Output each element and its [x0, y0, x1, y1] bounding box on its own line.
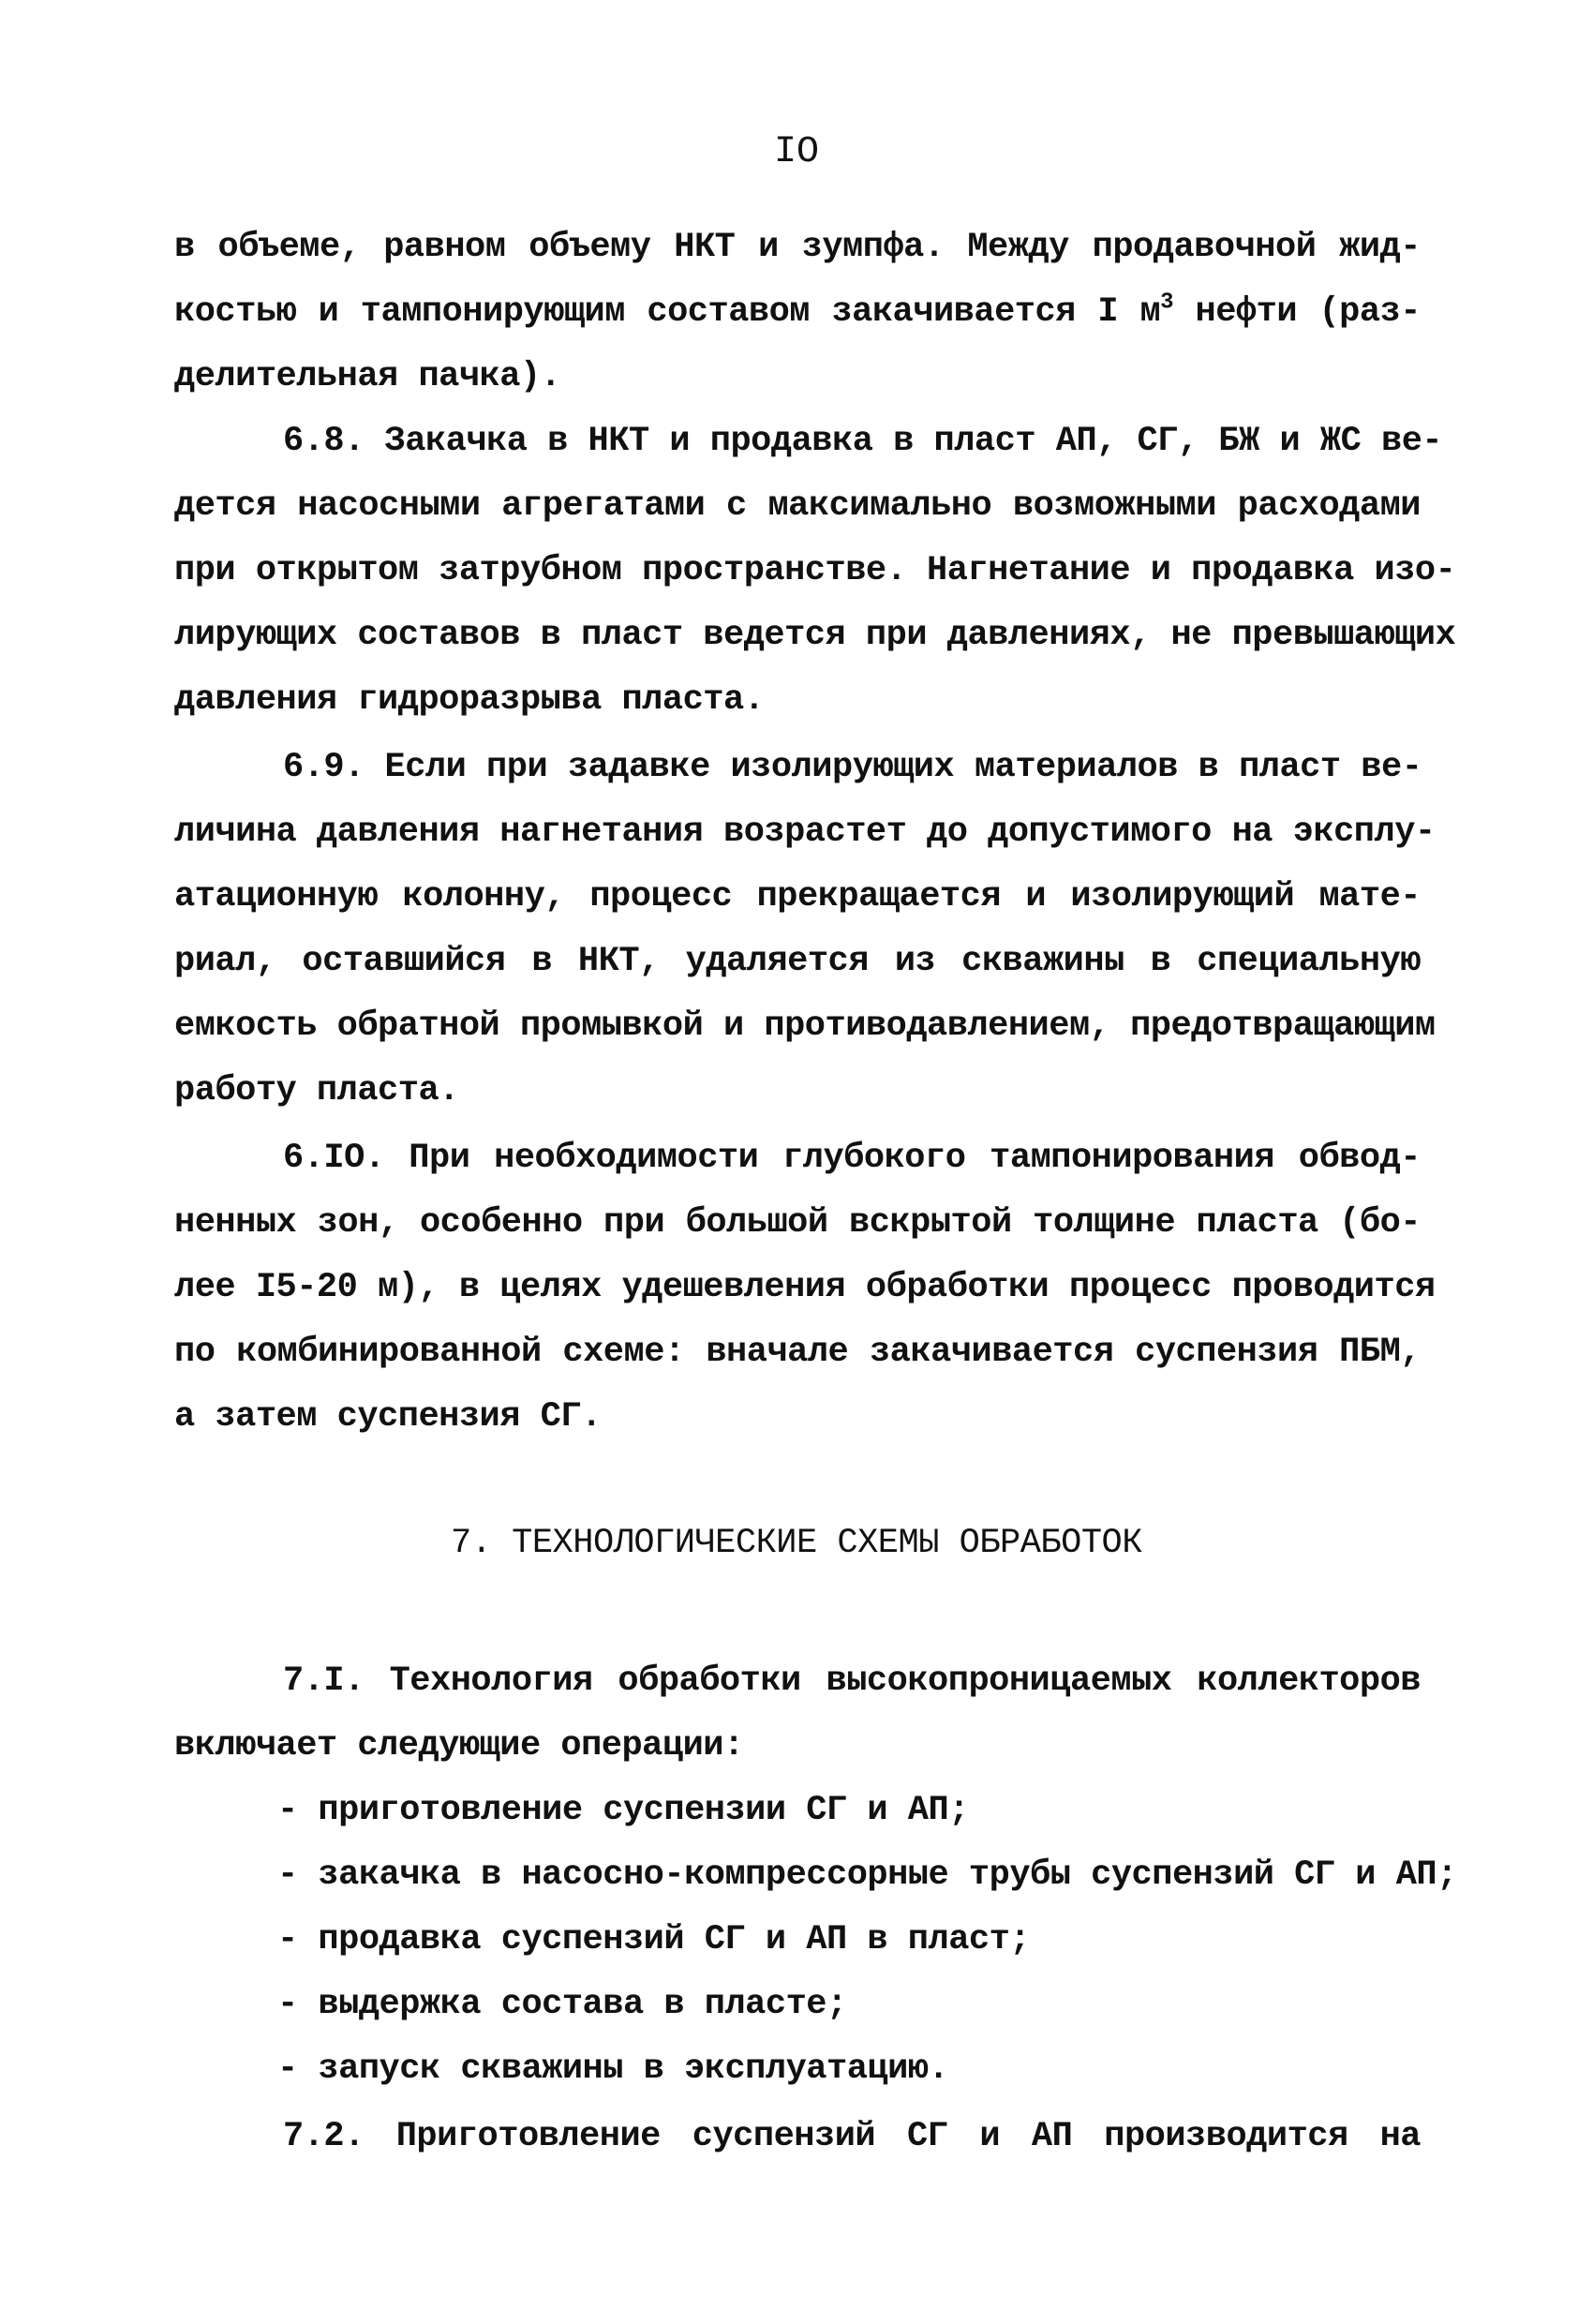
- text-line: емкость обратной промывкой и противодавлением, предотвращающим: [174, 1006, 1436, 1046]
- section-heading: 7. ТЕХНОЛОГИЧЕСКИЕ СХЕМЫ ОБРАБОТОК: [451, 1524, 1142, 1563]
- text-line: риал, оставшийся в НКТ, удаляется из скважины в специальную: [174, 942, 1421, 981]
- text-line: личина давления нагнетания возрастет до допустимого на эксплу-: [174, 812, 1436, 852]
- text-line: лирующих составов в пласт ведется при давлениях, не превышающих: [174, 616, 1456, 655]
- text-line: атационную колонну, процесс прекращается и изолирующий мате-: [174, 877, 1421, 916]
- text-line: по комбинированной схеме: вначале закачивается суспензия ПБМ,: [174, 1333, 1421, 1372]
- list-item: - выдержка состава в пласте;: [277, 1985, 847, 2024]
- list-item: - приготовление суспензии СГ и АП;: [277, 1791, 969, 1830]
- text-fragment: нефти (раз-: [1173, 292, 1421, 332]
- list-item: - продавка суспензий СГ и АП в пласт;: [277, 1920, 1031, 1959]
- text-line: включает следующие операции:: [174, 1726, 744, 1765]
- paragraph-6-10-line: 6.IO. При необходимости глубокого тампонирования обвод-: [283, 1139, 1421, 1178]
- text-line: дется насосными агрегатами с максимально возможными расходами: [174, 486, 1421, 526]
- superscript: 3: [1160, 290, 1174, 316]
- text-line: а затем суспензия СГ.: [174, 1397, 602, 1437]
- text-line: [174, 291, 1421, 333]
- text-line: делительная пачка).: [174, 357, 561, 396]
- text-line: давления гидроразрыва пласта.: [174, 680, 765, 720]
- text-line: работу пласта.: [174, 1071, 459, 1110]
- text-line: в объеме, равном объему НКТ и зумпфа. Между продавочной жид-: [174, 228, 1421, 267]
- paragraph-7-2-line: 7.2. Приготовление суспензий СГ и АП производится на: [283, 2117, 1421, 2156]
- paragraph-6-8-line: 6.8. Закачка в НКТ и продавка в пласт АП, СГ, БЖ и ЖС ве-: [283, 422, 1443, 461]
- page-number: IO: [773, 131, 819, 173]
- text-line: лее I5-20 м), в целях удешевления обработки процесс проводится: [174, 1268, 1436, 1307]
- paragraph-7-1-line: 7.I. Технология обработки высокопроницаемых коллекторов: [283, 1661, 1421, 1701]
- text-line: при открытом затрубном пространстве. Нагнетание и продавка изо-: [174, 551, 1456, 590]
- paragraph-6-9-line: 6.9. Если при задавке изолирующих материалов в пласт ве-: [283, 748, 1422, 787]
- list-item: - запуск скважины в эксплуатацию.: [277, 2049, 949, 2089]
- text-fragment: костью и тампонирующим составом закачивается I м: [174, 292, 1161, 332]
- list-item: - закачка в насосно-компрессорные трубы суспензий СГ и АП;: [277, 1855, 1457, 1895]
- text-line: ненных зон, особенно при большой вскрытой толщине пласта (бо-: [174, 1203, 1421, 1243]
